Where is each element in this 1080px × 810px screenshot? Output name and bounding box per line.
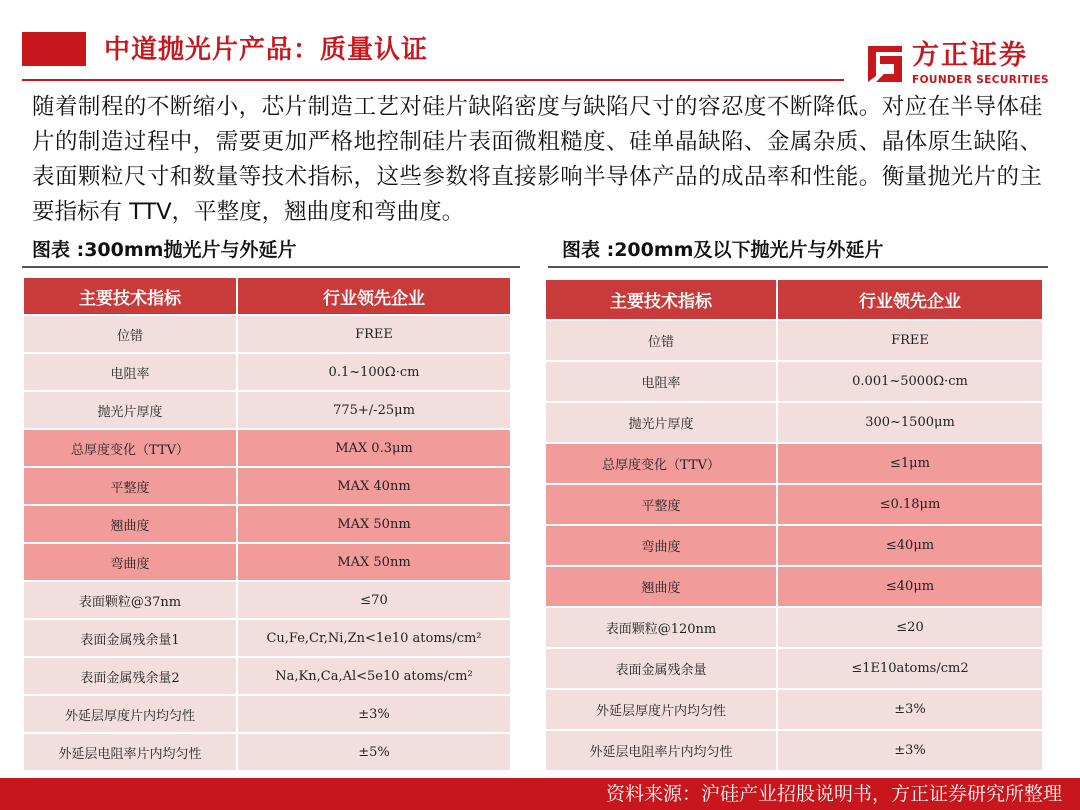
value-cell: ≤20 [777,607,1043,648]
table-row [23,619,511,657]
metric-cell: 电阻率 [545,361,777,402]
value-cell: FREE [237,315,511,353]
metric-cell: 外延层电阻率片内均匀性 [23,733,237,771]
logo-name-en: FOUNDER SECURITIES [912,74,1050,86]
value-cell: Cu,Fe,Cr,Ni,Zn<1e10 atoms/cm² [237,619,511,657]
spec-table-300mm [22,276,512,772]
value-cell: ±3% [237,695,511,733]
table-left-caption-rule [22,266,520,268]
table-row [23,657,511,695]
title-accent-block [22,32,86,66]
value-cell: FREE [777,320,1043,361]
value-cell: ≤0.18μm [777,484,1043,525]
column-header-leader: 行业领先企业 [237,277,511,315]
value-cell: ±5% [237,733,511,771]
value-cell: 775+/-25μm [237,391,511,429]
table-row [23,733,511,771]
value-cell: 0.001~5000Ω·cm [777,361,1043,402]
table-row [23,467,511,505]
metric-cell: 电阻率 [23,353,237,391]
metric-cell: 平整度 [23,467,237,505]
table-row [23,505,511,543]
table-row [545,648,1043,689]
metric-cell: 外延层厚度片内均匀性 [23,695,237,733]
table-row [545,443,1043,484]
table-row [545,361,1043,402]
spec-table-200mm [544,278,1044,772]
value-cell: ≤40μm [777,525,1043,566]
value-cell: MAX 50nm [237,543,511,581]
value-cell: ±3% [777,730,1043,771]
table-row [23,391,511,429]
value-cell: MAX 0.3μm [237,429,511,467]
title-divider [22,79,844,81]
founder-logo-icon [862,42,906,86]
table-header-row [23,277,511,315]
table-header-row [545,279,1043,320]
table-row [23,695,511,733]
metric-cell: 弯曲度 [23,543,237,581]
table-row [23,543,511,581]
founder-securities-logo [858,40,1058,90]
value-cell: ±3% [777,689,1043,730]
table-row [545,320,1043,361]
metric-cell: 翘曲度 [545,566,777,607]
intro-paragraph: 随着制程的不断缩小，芯片制造工艺对硅片缺陷密度与缺陷尺寸的容忍度不断降低。对应在半导体硅片的制造过程中，需要更加严格地控制硅片表面微粗糙度、硅单晶缺陷、金属杂质、晶体原生缺陷、表面颗粒尺寸和数量等技术指标，这些参数将直接影响半导体产品的成品率和性能。衡量抛光片的主要指标有 TTV，平整度，翘曲度和弯曲度。 [32,94,1042,225]
table-row [545,730,1043,771]
value-cell: 300~1500μm [777,402,1043,443]
source-note: 资料来源：沪硅产业招股说明书，方正证券研究所整理 [605,783,1062,805]
metric-cell: 总厚度变化（TTV） [23,429,237,467]
table-row [545,566,1043,607]
metric-cell: 弯曲度 [545,525,777,566]
metric-cell: 总厚度变化（TTV） [545,443,777,484]
column-header-metric: 主要技术指标 [23,277,237,315]
value-cell: ≤70 [237,581,511,619]
value-cell: ≤1μm [777,443,1043,484]
value-cell: MAX 40nm [237,467,511,505]
metric-cell: 位错 [545,320,777,361]
logo-name-cn: 方正证券 [912,40,1028,71]
column-header-leader: 行业领先企业 [777,279,1043,320]
metric-cell: 外延层电阻率片内均匀性 [545,730,777,771]
metric-cell: 表面颗粒@37nm [23,581,237,619]
table-row [545,484,1043,525]
value-cell: Na,Kn,Ca,Al<5e10 atoms/cm² [237,657,511,695]
metric-cell: 表面金属残余量1 [23,619,237,657]
table-row [545,607,1043,648]
value-cell: 0.1~100Ω·cm [237,353,511,391]
footer-bar [0,778,1080,810]
table-left-caption: 图表 :300mm抛光片与外延片 [32,239,297,261]
value-cell: MAX 50nm [237,505,511,543]
metric-cell: 平整度 [545,484,777,525]
metric-cell: 表面颗粒@120nm [545,607,777,648]
table-right-caption-rule [548,266,1048,268]
table-row [23,315,511,353]
value-cell: ≤40μm [777,566,1043,607]
metric-cell: 翘曲度 [23,505,237,543]
table-row [23,581,511,619]
metric-cell: 表面金属残余量2 [23,657,237,695]
metric-cell: 外延层厚度片内均匀性 [545,689,777,730]
metric-cell: 表面金属残余量 [545,648,777,689]
page-title: 中道抛光片产品：质量认证 [104,35,429,65]
table-row [545,525,1043,566]
table-row [23,353,511,391]
table-right-caption: 图表 :200mm及以下抛光片与外延片 [562,239,884,261]
value-cell: ≤1E10atoms/cm2 [777,648,1043,689]
table-row [23,429,511,467]
table-row [545,689,1043,730]
table-row [545,402,1043,443]
column-header-metric: 主要技术指标 [545,279,777,320]
metric-cell: 抛光片厚度 [23,391,237,429]
metric-cell: 抛光片厚度 [545,402,777,443]
metric-cell: 位错 [23,315,237,353]
